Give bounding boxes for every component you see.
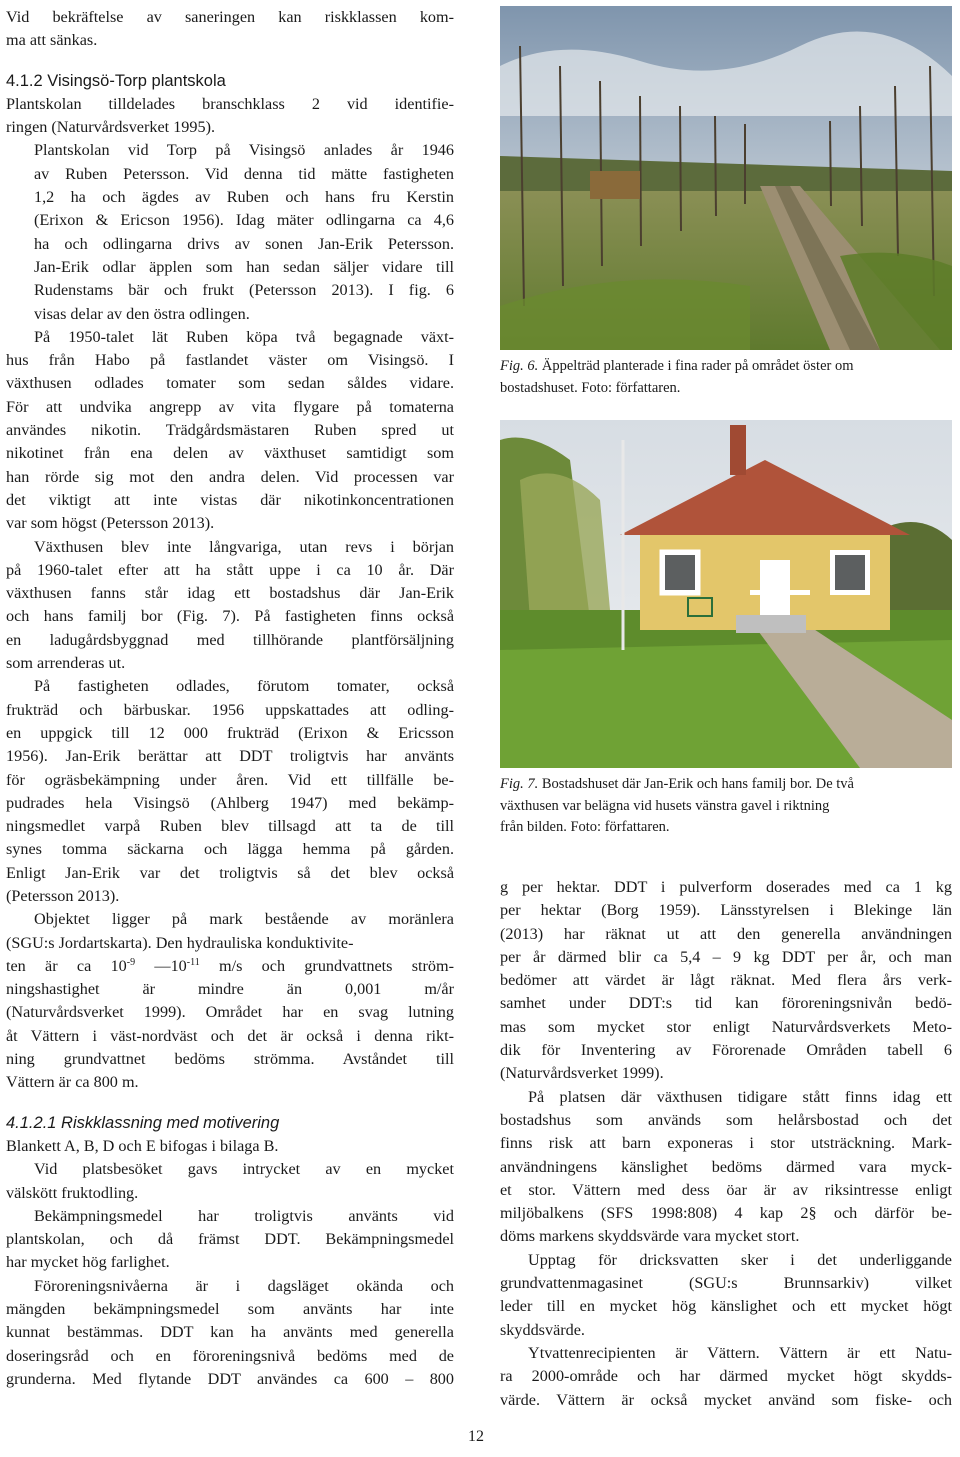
paragraph bbox=[6, 978, 454, 1094]
text-line: åt Vättern i väst-nordväst och det är också i denna rikt- bbox=[6, 1026, 454, 1045]
text-line: Bekämpningsmedel har troligtvis använts vid bbox=[34, 1206, 454, 1225]
text-line: grunderna. Med flytande DDT användes ca 600 – 800 bbox=[6, 1369, 454, 1388]
figure-label: Fig. 6. bbox=[500, 358, 539, 374]
text-line: Upptag för dricksvatten sker i det underliggande bbox=[528, 1250, 952, 1269]
text-line: användes nikotin. Trädgårdsmästaren Ruben spred ut bbox=[6, 421, 454, 440]
text-line: Rudenstams bär och frukt (Petersson 2013). I fig. 6 bbox=[34, 281, 454, 300]
text-line: nikotinet från ena delen av växthuset samtidigt som bbox=[6, 444, 454, 463]
text-line: finns risk att barn exponeras i stor utsträckning. Mark- bbox=[500, 1134, 952, 1153]
paragraph bbox=[500, 1086, 952, 1249]
text-line: (Naturvårdsverket 1999). Området har en svag lutning bbox=[6, 1003, 454, 1022]
text-line: mängden bekämpningsmedel som använts har inte bbox=[6, 1300, 454, 1319]
paragraph bbox=[6, 326, 454, 536]
text-line: dik för Inventering av Förorenade Områden tabell 6 bbox=[500, 1041, 952, 1060]
text-line: ra 2000-område och har därmed mycket högt skydds- bbox=[500, 1367, 952, 1386]
text-line: han rörde sig mot den andra delen. Vid processen var bbox=[6, 467, 454, 486]
text-line: och hans familj bor (Fig. 7). På fastigheten finns också bbox=[6, 607, 454, 626]
text-line: av Ruben Petersson. Vid denna tid mätte fastigheten bbox=[34, 164, 454, 183]
text-run: —10 bbox=[135, 956, 187, 975]
text-line: bostadshus som används som helårsbostad och det bbox=[500, 1110, 952, 1129]
subsection-heading: 4.1.2.1 Riskklassning med motivering bbox=[6, 1113, 280, 1132]
figure-6-caption bbox=[500, 356, 952, 399]
text-line: det viktigt att inte vistas där nikotinkoncentrationen bbox=[6, 490, 454, 509]
text-line: döms markens skyddsvärde vara mycket stort. bbox=[500, 1227, 800, 1246]
text-line: skyddsvärde. bbox=[500, 1320, 585, 1339]
text-line: ha och odlingarna drivs av sonen Jan-Erik Petersson. bbox=[34, 234, 454, 253]
text-line: miljöbalkens (SFS 1998:808) 4 kap 2§ och därför be- bbox=[500, 1204, 952, 1223]
text-line: 1,2 ha och ägdes av Ruben och hans fru Kerstin bbox=[34, 188, 454, 207]
section-heading: 4.1.2 Visingsö-Torp plantskola bbox=[6, 71, 226, 90]
paragraph bbox=[6, 1205, 454, 1275]
paragraph bbox=[6, 1158, 454, 1205]
text-line: plantskolan, och då främst DDT. Bekämpningsmedel bbox=[6, 1230, 454, 1249]
text-line: (Petersson 2013). bbox=[6, 886, 120, 905]
caption-text: växthusen var belägna vid husets vänstra gavel i riktning bbox=[500, 797, 830, 814]
text-line: Plantskolan vid Torp på Visingsö anlades år 1946 bbox=[34, 141, 454, 160]
text-line: På platsen där växthusen tidigare stått finns idag ett bbox=[528, 1087, 952, 1106]
text-run: m/s och grundvattnets ström- bbox=[199, 956, 454, 975]
paragraph bbox=[6, 1135, 454, 1158]
text-line: värde. Vättern är också mycket använd som fiske- och bbox=[500, 1390, 952, 1409]
text-line: Föroreningsnivåerna är i dagsläget okända och bbox=[34, 1276, 454, 1295]
text-line: g per hektar. DDT i pulverform doserades med ca 1 kg bbox=[500, 878, 952, 896]
text-line: (2013) har räknat ut att den generella användningen bbox=[500, 924, 952, 943]
caption-text: från bilden. Foto: författaren. bbox=[500, 819, 670, 835]
text-line: ringen (Naturvårdsverket 1995). bbox=[6, 118, 216, 137]
paragraph bbox=[6, 908, 454, 955]
text-line: leder till en mycket hög känslighet och ett mycket högt bbox=[500, 1297, 952, 1316]
text-line: som arrenderas ut. bbox=[6, 654, 126, 673]
text-line: För att undvika angrepp av vita flygare på tomaterna bbox=[6, 397, 454, 416]
text-line: Enligt Jan-Erik var det troligtvis så det blev också bbox=[6, 863, 454, 882]
text-line: kunnat bestämmas. DDT kan ha använts med generella bbox=[6, 1323, 454, 1342]
text-line: växthusen fanns står idag ett bostadshus där Jan-Erik bbox=[6, 584, 454, 603]
text-line: ning grundvattnet bedöms strömma. Avståndet till bbox=[6, 1050, 454, 1069]
orchard-photo bbox=[500, 6, 952, 350]
figure-7-caption bbox=[500, 774, 952, 839]
caption-text: Bostadshuset där Jan-Erik och hans familj bor. De två bbox=[538, 776, 854, 792]
text-line: pudrades hela Visingsö (Ahlberg 1947) med bekämp- bbox=[6, 793, 454, 812]
house-photo bbox=[500, 420, 952, 768]
text-line: (SGU:s Jordartskarta). Den hydrauliska konduktivite- bbox=[6, 933, 354, 952]
page-number: 12 bbox=[468, 1428, 484, 1445]
text-line: 1956). Jan-Erik berättar att DDT troligtvis har använts bbox=[6, 747, 454, 766]
text-line: användningens känslighet bedöms därmed vara myck- bbox=[500, 1157, 952, 1176]
text-line: Blankett A, B, D och E bifogas i bilaga B. bbox=[6, 1136, 279, 1155]
caption-text: Äppelträd planterade i fina rader på området öster om bbox=[538, 358, 854, 374]
text-line: ma att sänkas. bbox=[6, 31, 98, 50]
conductivity-line bbox=[6, 955, 454, 978]
text-line: Objektet ligger på mark bestående av moränlera bbox=[34, 910, 454, 929]
text-line: bedömer att värdet är lågt räknat. Med flera års verk- bbox=[500, 971, 952, 990]
superscript: -9 bbox=[126, 956, 136, 968]
text-line: synes tomma säckarna och lägga hemma på gården. bbox=[6, 840, 454, 859]
text-line: Jan-Erik odlar äpplen som han sedan säljer vidare till bbox=[34, 257, 454, 276]
text-line: var som högst (Petersson 2013). bbox=[6, 514, 215, 533]
text-line: Vid platsbesöket gavs intrycket av en mycket bbox=[34, 1160, 454, 1179]
text-line: Ytvattenrecipienten är Vättern. Vättern är ett Natu- bbox=[528, 1343, 952, 1362]
text-line: välskött fruktodling. bbox=[6, 1183, 139, 1202]
text-line: Vättern är ca 800 m. bbox=[6, 1073, 139, 1092]
text-line: frukträd och bärbuskar. 1956 uppskattades att odling- bbox=[6, 700, 454, 719]
text-line: (Naturvårdsverket 1999). bbox=[500, 1064, 664, 1083]
paragraph bbox=[6, 536, 454, 676]
paragraph bbox=[6, 1275, 454, 1391]
paragraph bbox=[500, 1249, 952, 1342]
text-line: hus från Habo på fastlandet väster om Visingsö. I bbox=[6, 351, 454, 370]
text-line: visas delar av den östra odlingen. bbox=[34, 304, 250, 323]
text-line: samhet under DDT:s tid kan föroreningsnivån bedö- bbox=[500, 994, 952, 1013]
paragraph bbox=[500, 1342, 952, 1412]
text-line: ningshastighet är mindre än 0,001 m/år bbox=[6, 980, 454, 999]
text-line: mas som mycket stor enligt Naturvårdsverkets Meto- bbox=[500, 1017, 952, 1036]
paragraph bbox=[6, 93, 454, 140]
text-line: doseringsråd och en föroreningsnivå bedöms med de bbox=[6, 1346, 454, 1365]
text-line: Plantskolan tilldelades branschklass 2 vid identifie- bbox=[6, 94, 454, 113]
text-run: ten är ca 10 bbox=[6, 956, 127, 975]
text-line: växthusen odlades tomater som sedan såldes vidare. bbox=[6, 374, 454, 393]
text-line: grundvattenmagasinet (SGU:s Brunnsarkiv) vilket bbox=[500, 1274, 952, 1293]
paragraph-intro bbox=[6, 6, 454, 53]
paragraph bbox=[6, 139, 454, 325]
text-line: (Erixon & Ericson 1956). Idag mäter odlingarna ca 4,6 bbox=[34, 211, 454, 230]
text-line: et stor. Vättern med dess öar är av riksintresse enligt bbox=[500, 1180, 952, 1199]
superscript: -11 bbox=[186, 956, 200, 968]
right-column bbox=[500, 876, 952, 1412]
text-line: en ladugårdsbyggnad med tillhörande plantförsäljning bbox=[6, 630, 454, 649]
text-line: Växthusen blev inte långvariga, utan revs i början bbox=[34, 537, 454, 556]
text-line: en uppgick till 12 000 frukträd (Erixon & Ericsson bbox=[6, 723, 454, 742]
text-line: På fastigheten odlades, förutom tomater, också bbox=[34, 677, 454, 696]
text-line: ningsmedlet varpå Ruben blev tillsagd att ta de till bbox=[6, 817, 454, 836]
text-line: per hektar (Borg 1959). Länsstyrelsen i Blekinge län bbox=[500, 901, 952, 920]
paragraph bbox=[6, 675, 454, 908]
text-line: Vid bekräftelse av saneringen kan riskklassen kom- bbox=[6, 8, 454, 26]
text-line: per år därmed blir ca 5,4 – 9 kg DDT per år, och man bbox=[500, 947, 952, 966]
text-line: på 1960-talet efter att ha stått uppe i ca 10 år. Där bbox=[6, 560, 454, 579]
left-column bbox=[6, 6, 454, 1391]
caption-text: bostadshuset. Foto: författaren. bbox=[500, 379, 681, 396]
text-line: för ogräsbekämpning under åren. Vid ett tillfälle be- bbox=[6, 770, 454, 789]
text-line: På 1950-talet lät Ruben köpa två begagnade växt- bbox=[34, 327, 454, 346]
paragraph bbox=[500, 876, 952, 1086]
text-line: har mycket hög farlighet. bbox=[6, 1253, 170, 1272]
figure-label: Fig. 7. bbox=[500, 776, 539, 792]
